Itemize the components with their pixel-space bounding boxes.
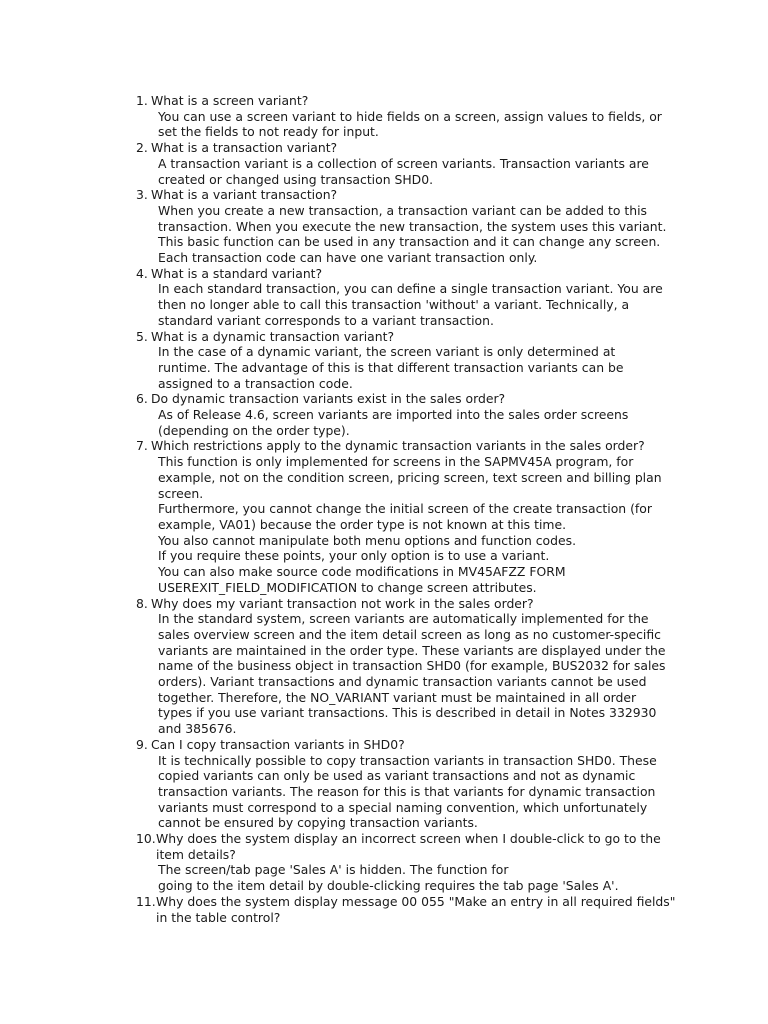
answer-line: As of Release 4.6, screen variants are imported into the sales order screens — [158, 407, 629, 423]
question-number: 11. — [136, 893, 156, 909]
faq-question — [136, 187, 676, 203]
answer-line: created or changed using transaction SHD0. — [158, 171, 434, 187]
answer-line: then no longer able to call this transaction 'without' a variant. Technically, a — [158, 297, 630, 313]
faq-question — [136, 596, 676, 612]
question-text: Why does my variant transaction not work in the sales order? — [151, 595, 534, 611]
faq-item — [136, 187, 676, 266]
answer-line: This basic function can be used in any transaction and it can change any screen. — [158, 234, 661, 250]
faq-question — [136, 737, 676, 753]
faq-answer — [136, 407, 676, 438]
answer-line: copied variants can only be used as variant transactions and not as dynamic — [158, 768, 636, 784]
answer-line: In the standard system, screen variants are automatically implemented for the — [158, 611, 649, 627]
question-text: Which restrictions apply to the dynamic transaction variants in the sales order? — [151, 438, 645, 454]
faq-item — [136, 894, 676, 925]
answer-line: This function is only implemented for screens in the SAPMV45A program, for — [158, 454, 634, 470]
answer-line: standard variant corresponds to a variant transaction. — [158, 312, 494, 328]
question-text: What is a dynamic transaction variant? — [151, 328, 395, 344]
faq-answer — [136, 203, 676, 266]
answer-line: transaction variants. The reason for this is that variants for dynamic transaction — [158, 783, 656, 799]
answer-line: USEREXIT_FIELD_MODIFICATION to change screen attributes. — [158, 579, 537, 595]
question-number: 10. — [136, 831, 156, 847]
answer-line: If you require these points, your only option is to use a variant. — [158, 548, 550, 564]
faq-item — [136, 391, 676, 438]
faq-item — [136, 329, 676, 392]
faq-item — [136, 596, 676, 737]
answer-line: transaction. When you execute the new transaction, the system uses this variant. — [158, 218, 667, 234]
faq-item — [136, 831, 676, 894]
answer-line: cannot be ensured by copying transaction variants. — [158, 815, 478, 831]
answer-line: You can also make source code modifications in MV45AFZZ FORM — [158, 564, 566, 580]
answer-line: It is technically possible to copy transaction variants in transaction SHD0. These — [158, 752, 657, 768]
faq-item — [136, 140, 676, 187]
faq-item — [136, 438, 676, 595]
faq-question — [136, 329, 676, 345]
question-number: 5. — [136, 328, 148, 344]
answer-line: example, VA01) because the order type is not known at this time. — [158, 516, 567, 532]
faq-question — [136, 391, 676, 407]
answer-line: example, not on the condition screen, pricing screen, text screen and billing plan — [158, 469, 662, 485]
faq-answer — [136, 344, 676, 391]
question-text: What is a transaction variant? — [151, 140, 338, 156]
faq-item — [136, 93, 676, 140]
answer-line: In the case of a dynamic variant, the screen variant is only determined at — [158, 344, 616, 360]
question-text: Can I copy transaction variants in SHD0? — [151, 736, 405, 752]
answer-line: set the fields to not ready for input. — [158, 124, 379, 140]
faq-answer — [136, 862, 676, 893]
answer-line: The screen/tab page 'Sales A' is hidden. The function for — [158, 862, 509, 878]
answer-line: assigned to a transaction code. — [158, 375, 353, 391]
question-number: 9. — [136, 736, 148, 752]
faq-answer — [136, 109, 676, 140]
answer-line: variants are maintained in the order type. These variants are displayed under the — [158, 642, 666, 658]
faq-answer — [136, 611, 676, 737]
answer-line: orders). Variant transactions and dynamic transaction variants cannot be used — [158, 674, 647, 690]
faq-answer — [136, 281, 676, 328]
faq-answer — [136, 753, 676, 832]
question-number: 1. — [136, 93, 148, 108]
answer-line: going to the item detail by double-clicking requires the tab page 'Sales A'. — [158, 878, 619, 894]
answer-line: When you create a new transaction, a transaction variant can be added to this — [158, 202, 647, 218]
question-number: 4. — [136, 265, 148, 281]
question-number: 7. — [136, 438, 148, 454]
answer-line: A transaction variant is a collection of screen variants. Transaction variants are — [158, 155, 649, 171]
answer-line: runtime. The advantage of this is that different transaction variants can be — [158, 359, 624, 375]
faq-item — [136, 737, 676, 831]
answer-line: types if you use variant transactions. This is described in detail in Notes 332930 — [158, 705, 657, 721]
question-text: Why does the system display message 00 055 "Make an entry in all required fields" in the table control? — [156, 893, 676, 925]
faq-question — [136, 140, 676, 156]
faq-question — [136, 93, 676, 109]
faq-question — [136, 438, 676, 454]
question-number: 2. — [136, 140, 148, 156]
question-text: What is a standard variant? — [151, 265, 323, 281]
question-text: What is a variant transaction? — [151, 187, 338, 203]
answer-line: name of the business object in transaction SHD0 (for example, BUS2032 for sales — [158, 658, 666, 674]
faq-question — [136, 266, 676, 282]
answer-line: In each standard transaction, you can define a single transaction variant. You are — [158, 281, 663, 297]
answer-line: screen. — [158, 485, 204, 501]
question-text: What is a screen variant? — [151, 93, 309, 108]
question-number: 6. — [136, 391, 148, 407]
faq-item — [136, 266, 676, 329]
answer-line: Furthermore, you cannot change the initial screen of the create transaction (for — [158, 501, 652, 517]
question-number: 3. — [136, 187, 148, 203]
question-text: Why does the system display an incorrect screen when I double-click to go to the item details? — [156, 831, 661, 862]
answer-line: Each transaction code can have one variant transaction only. — [158, 250, 538, 266]
question-number: 8. — [136, 595, 148, 611]
answer-line: and 385676. — [158, 721, 237, 737]
answer-line: You can use a screen variant to hide fields on a screen, assign values to fields, or — [158, 108, 662, 124]
question-text: Do dynamic transaction variants exist in the sales order? — [151, 391, 506, 407]
faq-question — [136, 894, 676, 925]
answer-line: You also cannot manipulate both menu options and function codes. — [158, 532, 577, 548]
faq-answer — [136, 454, 676, 595]
faq-document — [136, 93, 676, 925]
answer-line: sales overview screen and the item detail screen as long as no customer-specific — [158, 626, 661, 642]
answer-line: variants must correspond to a special naming convention, which unfortunately — [158, 799, 648, 815]
faq-answer — [136, 156, 676, 187]
faq-question — [136, 831, 676, 862]
answer-line: (depending on the order type). — [158, 422, 350, 438]
answer-line: together. Therefore, the NO_VARIANT variant must be maintained in all order — [158, 689, 637, 705]
